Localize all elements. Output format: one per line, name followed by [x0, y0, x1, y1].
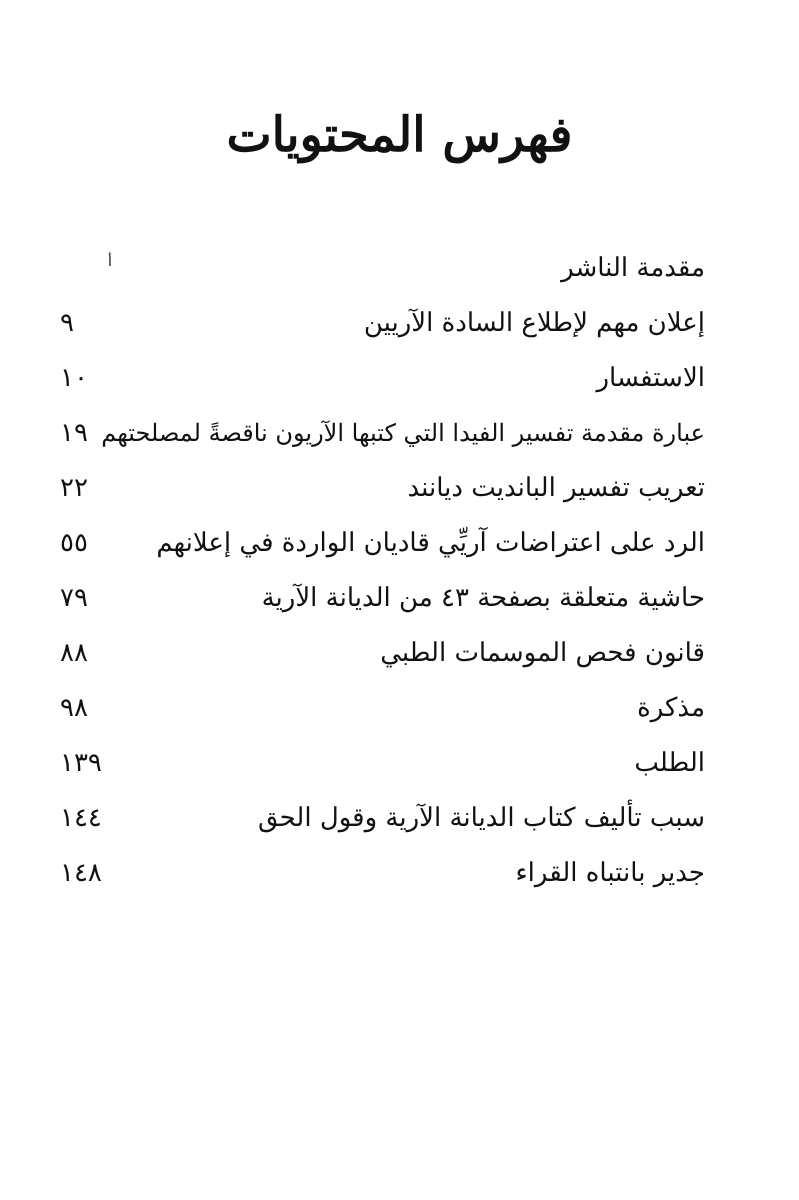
toc-entry	[55, 850, 715, 905]
toc-entry-page: ١٩	[60, 418, 88, 448]
toc-entry	[55, 355, 715, 410]
toc-entry	[55, 630, 715, 685]
toc-entry-title: الاستفسار	[596, 363, 705, 393]
toc-entry	[55, 465, 715, 520]
toc-entry-title: سبب تأليف كتاب الديانة الآرية وقول الحق	[257, 803, 705, 833]
toc-entry	[55, 410, 715, 465]
toc-entry	[55, 685, 715, 740]
toc-entry-title: الطلب	[634, 748, 705, 778]
toc-entry	[55, 740, 715, 795]
toc-entry-page: ١٤٤	[60, 803, 102, 833]
toc-entry-page: ٨٨	[60, 638, 88, 668]
toc-entry-page: ٥٥	[60, 528, 88, 558]
toc-entry-page: ٧٩	[60, 583, 88, 613]
table-of-contents	[55, 245, 715, 905]
toc-entry-title: مذكرة	[637, 693, 705, 723]
toc-entry-page: أ	[108, 254, 112, 270]
toc-entry	[55, 795, 715, 850]
toc-entry	[55, 575, 715, 630]
toc-entry-page: ٩	[60, 308, 74, 338]
toc-entry-page: ١٣٩	[60, 748, 102, 778]
toc-entry-title: إعلان مهم لإطلاع السادة الآريين	[363, 308, 705, 338]
toc-entry-title: حاشية متعلقة بصفحة ٤٣ من الديانة الآرية	[261, 583, 705, 613]
toc-entry-page: ١٠	[60, 363, 88, 393]
toc-entry	[55, 300, 715, 355]
page-title: فهرس المحتويات	[226, 107, 573, 163]
toc-entry-title: مقدمة الناشر	[561, 253, 705, 283]
toc-entry-title: عبارة مقدمة تفسير الفيدا التي كتبها الآريون ناقصةً لمصلحتهم	[101, 419, 705, 447]
toc-entry-title: الرد على اعتراضات آريِّي قاديان الواردة في إعلانهم	[156, 528, 705, 558]
toc-entry	[55, 520, 715, 575]
toc-entry-title: تعريب تفسير الباندیت دیانند	[407, 473, 705, 503]
toc-entry-title: قانون فحص الموسمات الطبي	[380, 638, 705, 668]
toc-entry-page: ٢٢	[60, 473, 88, 503]
toc-entry-title: جدير بانتباه القراء	[515, 858, 705, 888]
toc-entry	[55, 245, 715, 300]
toc-entry-page: ١٤٨	[60, 858, 102, 888]
toc-entry-page: ٩٨	[60, 693, 88, 723]
